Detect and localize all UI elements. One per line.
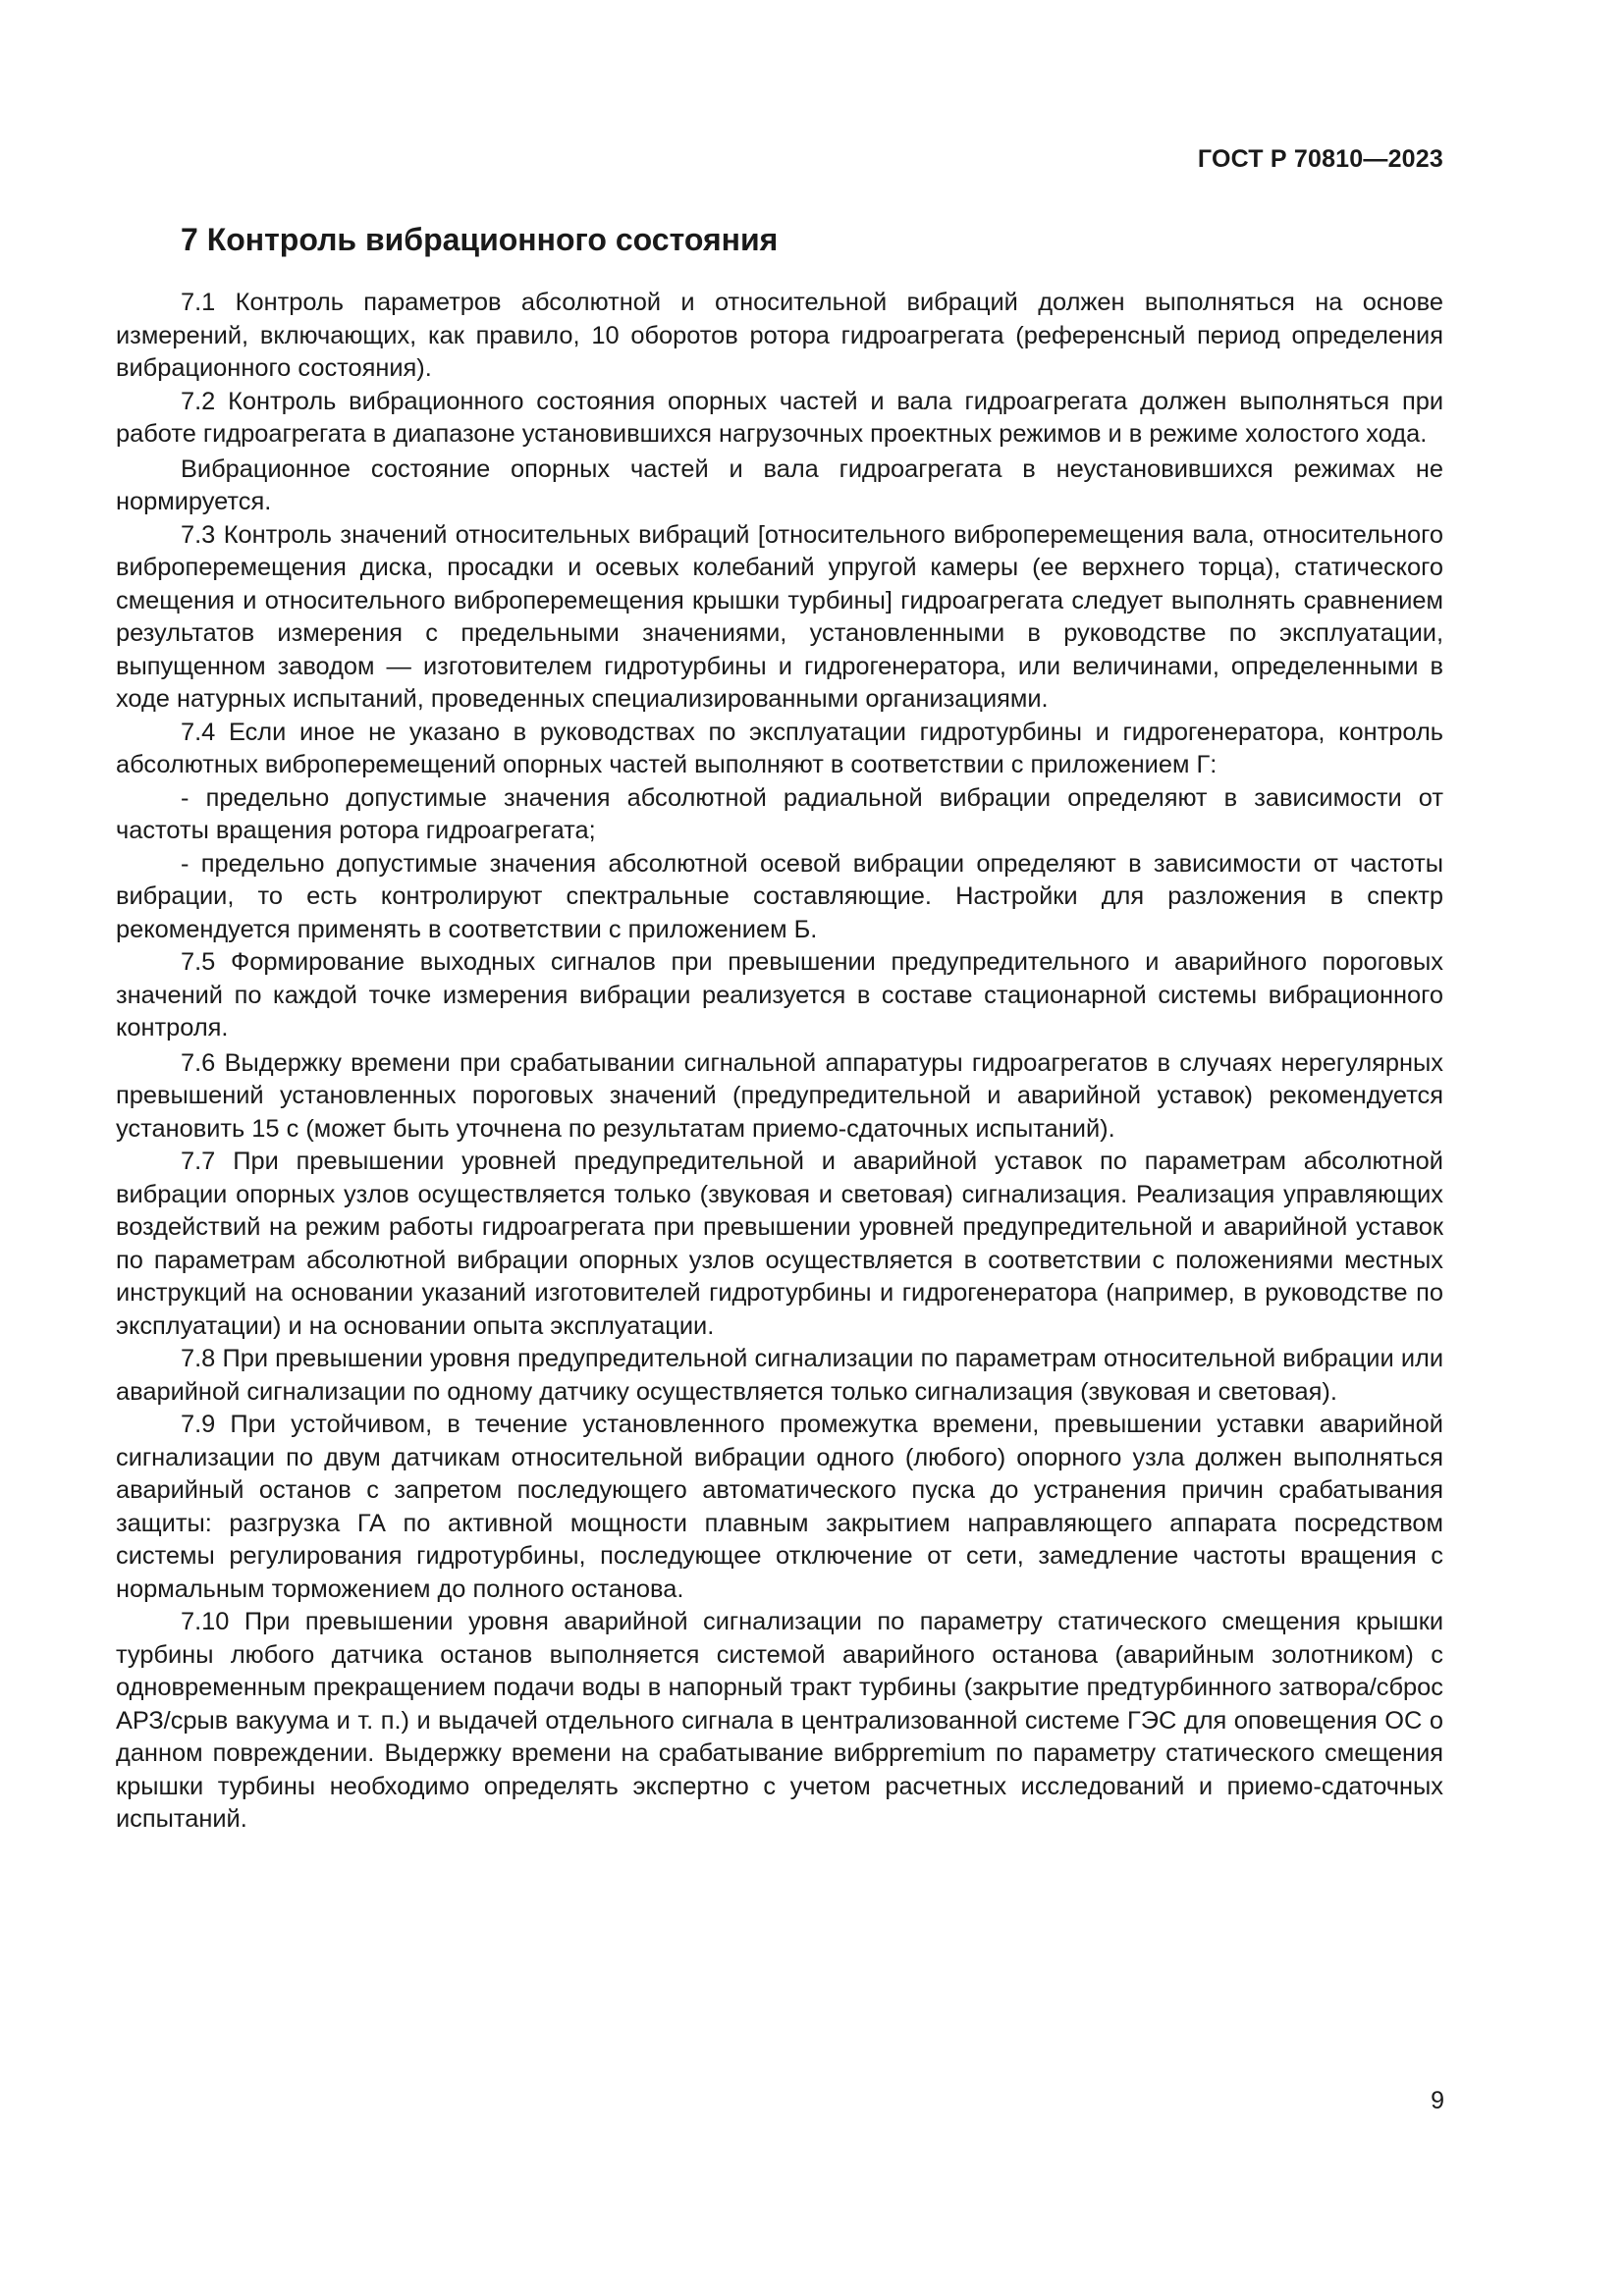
list-item-radial-vibration: - предельно допустимые значения абсолютной радиальной вибрации определяют в зависимости от частоты вращения ротора гидроагрегата; bbox=[116, 783, 1443, 844]
section-title: 7 Контроль вибрационного состояния bbox=[181, 222, 779, 257]
paragraph-7-8: 7.8 При превышении уровня предупредительной сигнализации по параметрам относительной вибрации или аварийной сигнализации по одному датчику осуществляется только сигнализация (звуковая и световая). bbox=[116, 1345, 1443, 1406]
section-body bbox=[116, 287, 1443, 1837]
paragraph-7-2-note: Вибрационное состояние опорных частей и вала гидроагрегата в неустановившихся режимах не нормируется. bbox=[116, 454, 1443, 515]
paragraph-7-6: 7.6 Выдержку времени при срабатывании сигнальной аппаратуры гидроагрегатов в случаях нерегулярных превышений установленных пороговых значений (предупредительной и аварийной уставок) рекомендуется установить 15 с (может быть уточнена по результатам приемо-сдаточных испытаний). bbox=[116, 1048, 1443, 1143]
paragraph-7-5: 7.5 Формирование выходных сигналов при превышении предупредительного и аварийного пороговых значений по каждой точке измерения вибрации реализуется в составе стационарной системы вибрационного контроля. bbox=[116, 948, 1443, 1041]
paragraph-7-3: 7.3 Контроль значений относительных вибраций [относительного виброперемещения вала, относительного виброперемещения диска, просадки и осевых колебаний упругой камеры (ее верхнего торца), статического смещения и относительного виброперемещения крышки турбины] гидроагрегата следует выполнять сравнением результатов измерения с предельными значениями, установленными в руководстве по эксплуатации, выпущенном заводом — изготовителем гидротурбины и гидрогенератора, или величинами, определенными в ходе натурных испытаний, проведенных специализированными организациями. bbox=[116, 520, 1443, 713]
paragraph-7-1: 7.1 Контроль параметров абсолютной и относительной вибраций должен выполняться на основе измерений, включающих, как правило, 10 оборотов ротора гидроагрегата (референсный период определения вибрационного состояния). bbox=[116, 289, 1443, 382]
paragraph-7-10: 7.10 При превышении уровня аварийной сигнализации по параметру статического смещения крышки турбины любого датчика останов выполняется системой аварийного останова (аварийным золотником) с одновременным прекращением подачи воды в напорный тракт турбины (закрытие предтурбинного затвора/сброс АРЗ/срыв вакуума и т. п.) и выдачей отдельного сигнала в централизованной системе ГЭС для оповещения ОС о данном повреждении. Выдержку времени на срабатывание вибрpremium по параметру статического смещения крышки турбины необходимо определять экспертно с учетом расчетных исследований и приемо-сдаточных испытаний. bbox=[116, 1608, 1443, 1833]
paragraph-7-9: 7.9 При устойчивом, в течение установленного промежутка времени, превышении уставки аварийной сигнализации по двум датчикам относительной вибрации одного (любого) опорного узла должен выполняться аварийный останов с запретом последующего автоматического пуска до устранения причин срабатывания защиты: разгрузка ГА по активной мощности плавным закрытием направляющего аппарата посредством системы регулирования гидротурбины, последующее отключение от сети, замедление частоты вращения с нормальным торможением до полного останова. bbox=[116, 1411, 1443, 1603]
document-standard-id: ГОСТ Р 70810—2023 bbox=[1197, 145, 1443, 173]
paragraph-7-7: 7.7 При превышении уровней предупредительной и аварийной уставок по параметрам абсолютной вибрации опорных узлов осуществляется только (звуковая и световая) сигнализация. Реализация управляющих воздействий на режим работы гидроагрегата при превышении уровней предупредительной и аварийной уставок по параметрам абсолютной вибрации опорных узлов осуществляется в соответствии с положениями местных инструкций на основании указаний изготовителей гидротурбины и гидрогенератора (например, в руководстве по эксплуатации) и на основании опыта эксплуатации. bbox=[116, 1148, 1443, 1340]
page-number: 9 bbox=[1431, 2087, 1444, 2114]
paragraph-7-2: 7.2 Контроль вибрационного состояния опорных частей и вала гидроагрегата должен выполняться при работе гидроагрегата в диапазоне установившихся нагрузочных проектных режимов и в режиме холостого хода. bbox=[116, 387, 1443, 448]
paragraph-7-4: 7.4 Если иное не указано в руководствах по эксплуатации гидротурбины и гидрогенератора, контроль абсолютных виброперемещений опорных частей выполняют в соответствии с приложением Г: bbox=[116, 718, 1443, 778]
list-item-axial-vibration: - предельно допустимые значения абсолютной осевой вибрации определяют в зависимости от частоты вибрации, то есть контролируют спектральные составляющие. Настройки для разложения в спектр рекомендуется применять в соответствии с приложением Б. bbox=[116, 849, 1443, 943]
